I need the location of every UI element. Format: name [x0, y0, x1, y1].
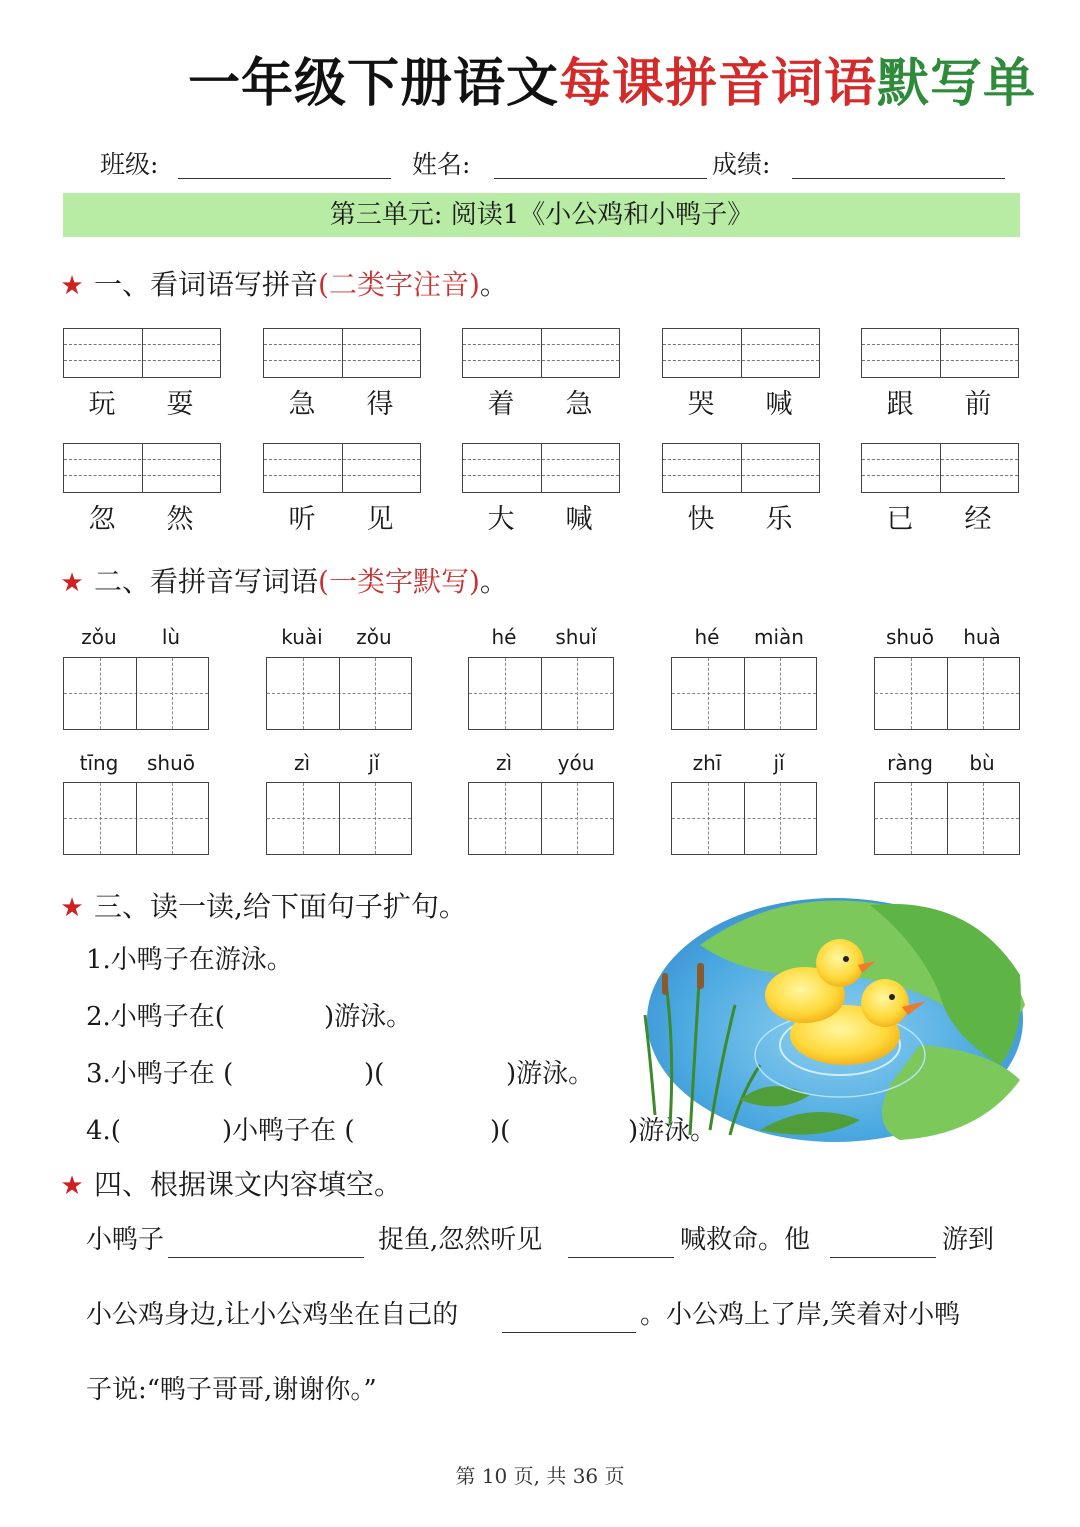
word-character: 快: [687, 504, 715, 535]
fill-text-4: 游到: [942, 1225, 995, 1255]
sentence-4-mid1: )小鸭子在 (: [222, 1116, 355, 1146]
pinyin-writing-box[interactable]: [662, 328, 820, 378]
pinyin-writing-box[interactable]: [462, 443, 620, 493]
section-4-heading: [58, 1165, 402, 1205]
sentence-3-start: 3.小鸭子在 (: [86, 1059, 234, 1089]
word-character: 哭: [687, 389, 715, 420]
word-character: 听: [288, 504, 316, 535]
word-character: 跟: [886, 389, 914, 420]
section-2-end: 。: [479, 565, 508, 598]
pinyin-syllable: zǒu: [81, 625, 117, 649]
sentence-3: [86, 1056, 646, 1092]
fill-blank-4[interactable]: [502, 1332, 636, 1333]
pinyin-syllable: bù: [969, 751, 995, 775]
unit-banner: 第三单元: 阅读1《小公鸡和小鸭子》: [63, 193, 1020, 237]
pinyin-syllable: zǒu: [356, 625, 392, 649]
sentence-4-mid2: )(: [490, 1116, 511, 1146]
sentence-2-start: 2.小鸭子在(: [86, 1002, 225, 1032]
sentence-2: [86, 999, 426, 1035]
word-character: 见: [366, 504, 394, 535]
word-character: 喊: [765, 389, 793, 420]
pinyin-syllable: zhī: [692, 751, 722, 775]
star-icon: ★: [60, 1171, 84, 1201]
title-part-red: 每课拼音词语: [559, 54, 878, 114]
name-blank[interactable]: [494, 178, 707, 179]
pinyin-writing-box[interactable]: [861, 328, 1019, 378]
fill-blank-3[interactable]: [830, 1257, 936, 1258]
word-character: 着: [487, 389, 515, 420]
word-character: 忽: [88, 504, 116, 535]
fill-text-5: 小公鸡身边,让小公鸡坐在自己的: [86, 1300, 459, 1330]
tianzige-writing-box[interactable]: [671, 782, 817, 855]
score-label: 成绩:: [712, 150, 771, 179]
word-character: 急: [288, 389, 316, 420]
section-4-title: 四、根据课文内容填空。: [94, 1168, 403, 1201]
section-1-end: 。: [479, 268, 508, 301]
sentence-4-end: )游泳。: [628, 1116, 717, 1146]
section-2-heading: [58, 562, 508, 602]
pinyin-writing-box[interactable]: [662, 443, 820, 493]
pinyin-syllable: jǐ: [773, 751, 785, 775]
pinyin-syllable: ràng: [887, 751, 933, 775]
fill-text-3: 喊救命。他: [680, 1225, 811, 1255]
pinyin-syllable: hé: [694, 625, 720, 649]
word-character: 喊: [565, 504, 593, 535]
word-character: 急: [565, 389, 593, 420]
pinyin-syllable: shuō: [146, 751, 195, 775]
word-character: 已: [886, 504, 914, 535]
sentence-3-mid: )(: [364, 1059, 385, 1089]
name-field: [412, 148, 712, 182]
star-icon: ★: [60, 271, 84, 301]
tianzige-writing-box[interactable]: [63, 782, 209, 855]
section-2-note: (一类字默写): [318, 565, 480, 598]
pinyin-writing-box[interactable]: [263, 443, 421, 493]
sentence-4-start: 4.(: [86, 1116, 121, 1146]
word-character: 大: [487, 504, 515, 535]
section-3-title: 三、读一读,给下面句子扩句。: [94, 890, 467, 923]
sentence-2-end: )游泳。: [324, 1002, 413, 1032]
pinyin-writing-box[interactable]: [63, 443, 221, 493]
tianzige-writing-box[interactable]: [266, 782, 412, 855]
tianzige-writing-box[interactable]: [671, 657, 817, 730]
score-field: [712, 148, 1012, 182]
word-character: 经: [964, 504, 992, 535]
pinyin-syllable: jǐ: [368, 751, 380, 775]
word-character: 前: [964, 389, 992, 420]
page-title: [188, 52, 1036, 116]
title-part-green: 默写单: [877, 54, 1037, 114]
class-field: [100, 148, 400, 182]
pinyin-syllable: huà: [963, 625, 1001, 649]
tianzige-writing-box[interactable]: [63, 657, 209, 730]
fill-text-6: 。小公鸡上了岸,笑着对小鸭: [640, 1300, 961, 1330]
fill-blank-1[interactable]: [168, 1257, 364, 1258]
class-blank[interactable]: [178, 178, 391, 179]
word-character: 然: [166, 504, 194, 535]
word-character: 乐: [765, 504, 793, 535]
pinyin-writing-box[interactable]: [263, 328, 421, 378]
tianzige-writing-box[interactable]: [874, 657, 1020, 730]
fill-text-2: 捉鱼,忽然听见: [378, 1225, 543, 1255]
pinyin-syllable: kuài: [281, 625, 323, 649]
duckling-illustration: [640, 885, 1030, 1145]
section-1-title: 一、看词语写拼音: [94, 268, 319, 301]
pinyin-syllable: hé: [491, 625, 517, 649]
score-blank[interactable]: [792, 178, 1005, 179]
section-1-heading: [58, 265, 508, 305]
star-icon: ★: [60, 893, 84, 923]
title-part-black: 一年级下册语文: [188, 54, 560, 114]
tianzige-writing-box[interactable]: [468, 657, 614, 730]
pinyin-syllable: yóu: [557, 751, 595, 775]
fill-blank-2[interactable]: [568, 1257, 674, 1258]
pinyin-writing-box[interactable]: [861, 443, 1019, 493]
name-label: 姓名:: [412, 150, 471, 179]
tianzige-writing-box[interactable]: [874, 782, 1020, 855]
fill-text-1: 小鸭子: [86, 1225, 165, 1255]
pinyin-syllable: lù: [161, 625, 181, 649]
word-character: 得: [366, 389, 394, 420]
pinyin-syllable: shuǐ: [555, 625, 597, 649]
pinyin-syllable: miàn: [754, 625, 804, 649]
tianzige-writing-box[interactable]: [468, 782, 614, 855]
word-character: 玩: [88, 389, 116, 420]
pinyin-syllable: zì: [293, 751, 311, 775]
section-2-title: 二、看拼音写词语: [94, 565, 319, 598]
section-3-heading: [58, 887, 467, 927]
word-character: 耍: [166, 389, 194, 420]
sentence-1: 1.小鸭子在游泳。: [86, 945, 293, 975]
section-1-note: (二类字注音): [318, 268, 480, 301]
sentence-3-end: )游泳。: [506, 1059, 595, 1089]
fill-text-7: 子说:“鸭子哥哥,谢谢你。”: [86, 1375, 377, 1405]
pinyin-syllable: zì: [495, 751, 513, 775]
pinyin-writing-box[interactable]: [63, 328, 221, 378]
tianzige-writing-box[interactable]: [266, 657, 412, 730]
pinyin-writing-box[interactable]: [462, 328, 620, 378]
pinyin-syllable: shuō: [885, 625, 934, 649]
page-footer: 第 10 页, 共 36 页: [455, 1464, 625, 1488]
pinyin-syllable: tīng: [79, 751, 119, 775]
star-icon: ★: [60, 568, 84, 598]
class-label: 班级:: [100, 150, 159, 179]
